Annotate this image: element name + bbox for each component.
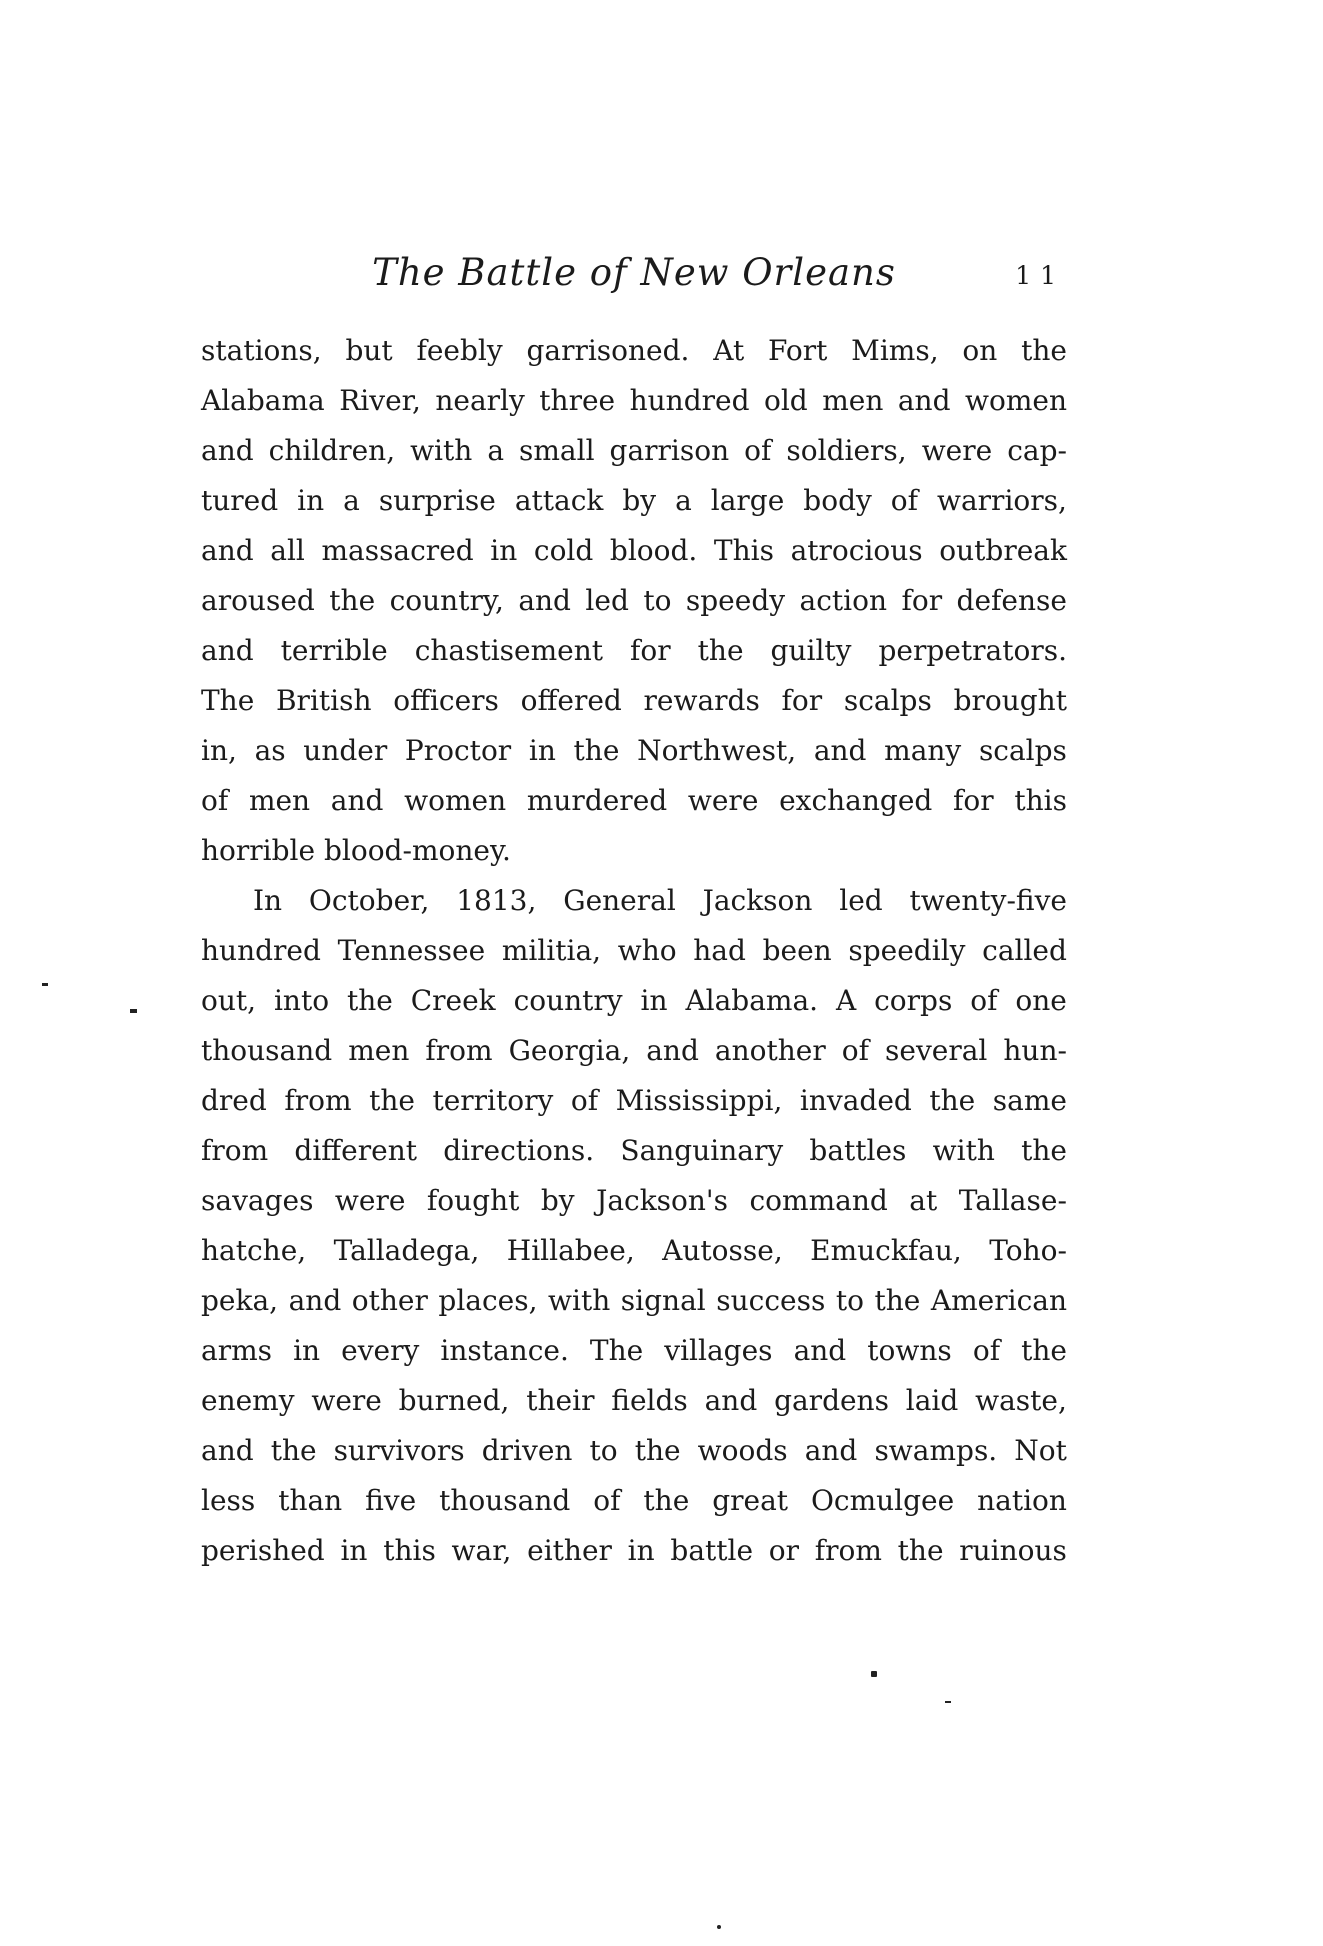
text-line: thousand men from Georgia, and another of several hun- <box>201 1034 1067 1067</box>
text-line: tured in a surprise attack by a large body of warriors, <box>201 484 1067 517</box>
text-line: Alabama River, nearly three hundred old men and women <box>201 384 1067 417</box>
text-line: stations, but feebly garrisoned. At Fort Mims, on the <box>201 334 1067 367</box>
text-line: dred from the territory of Mississippi, invaded the same <box>201 1084 1067 1117</box>
text-line: in, as under Proctor in the Northwest, and many scalps <box>201 734 1067 767</box>
running-head <box>201 246 1067 300</box>
text-line: and children, with a small garrison of soldiers, were cap- <box>201 434 1067 467</box>
text-line: and the survivors driven to the woods and swamps. Not <box>201 1434 1067 1467</box>
text-line: and terrible chastisement for the guilty perpetrators. <box>201 634 1067 667</box>
text-line: of men and women murdered were exchanged for this <box>201 784 1067 817</box>
scan-speck <box>717 1925 721 1929</box>
text-line: out, into the Creek country in Alabama. A corps of one <box>201 984 1067 1017</box>
scan-speck <box>945 1701 951 1703</box>
scan-speck <box>42 983 48 986</box>
text-line: from different directions. Sanguinary battles with the <box>201 1134 1067 1167</box>
text-line: arms in every instance. The villages and towns of the <box>201 1334 1067 1367</box>
scan-speck <box>130 1009 137 1013</box>
running-head-title: The Battle of New Orleans <box>372 251 896 294</box>
text-line: aroused the country, and led to speedy action for defense <box>201 584 1067 617</box>
text-line: peka, and other places, with signal success to the American <box>201 1284 1067 1317</box>
text-line: In October, 1813, General Jackson led twenty-five <box>253 884 1067 917</box>
text-line: and all massacred in cold blood. This atrocious outbreak <box>201 534 1067 567</box>
text-line: horrible blood-money. <box>201 834 511 867</box>
text-line: less than five thousand of the great Ocmulgee nation <box>201 1484 1067 1517</box>
text-line: enemy were burned, their fields and gardens laid waste, <box>201 1384 1067 1417</box>
text-line: The British officers offered rewards for scalps brought <box>201 684 1067 717</box>
text-line: savages were fought by Jackson's command at Tallase- <box>201 1184 1067 1217</box>
body-text <box>201 326 1067 1576</box>
text-line: hatche, Talladega, Hillabee, Autosse, Emuckfau, Toho- <box>201 1234 1067 1267</box>
page-number: 11 <box>1015 261 1065 290</box>
text-line: perished in this war, either in battle or from the ruinous <box>201 1534 1067 1567</box>
text-line: hundred Tennessee militia, who had been speedily called <box>201 934 1067 967</box>
scan-speck <box>871 1671 877 1677</box>
